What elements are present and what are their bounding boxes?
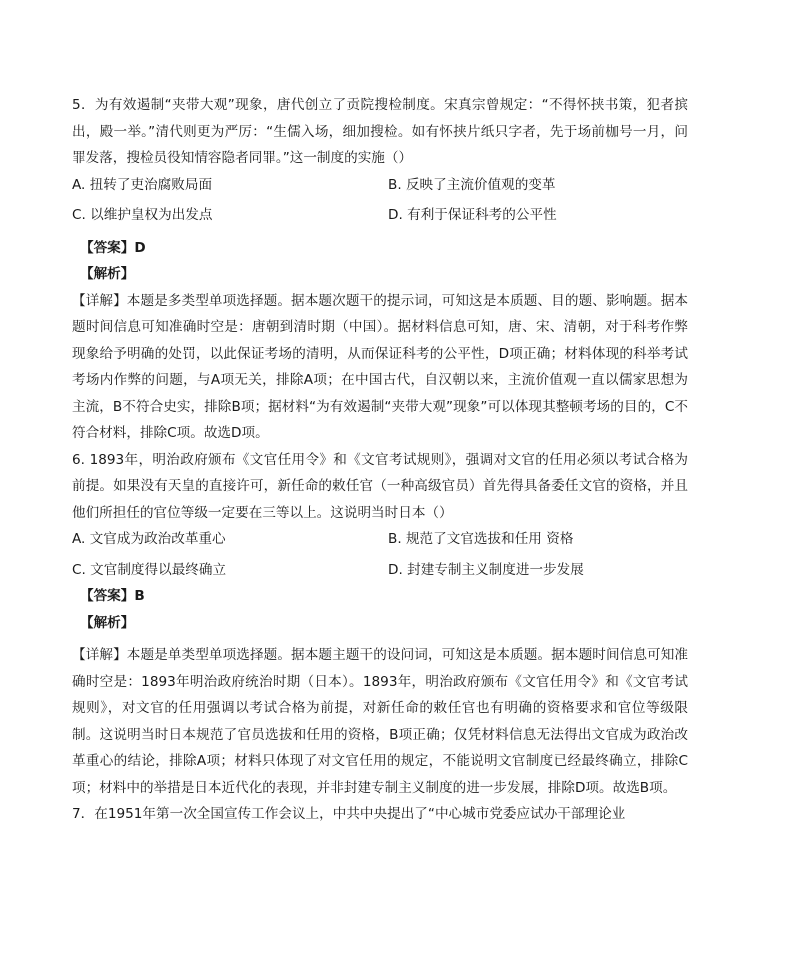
question-6-detail: 【详解】本题是单类型单项选择题。据本题主题干的设问词，可知这是本质题。据本题时间信息可知准确时空是：1893年明治政府统治时期（日本）。1893年，明治政府颁布《文官任用令》和《文官考试规则》，对文官的任用强调以考试合格为前提，对新任命的敕任官也有明确的资格要求和官位等级限制。这说明当时日本规范了官员选拔和任用的资格，B项正确；仅凭材料信息无法得出文官成为政治改革重心的结论，排除A项；材料只体现了对文官任用的规定，不能说明文官制度已经最终确立，排除C项；材料中的举措是日本近代化的表现，并非封建专制主义制度的进一步发展，排除D项。故选B项。 (72, 647, 688, 796)
question-6-analysis-label: 【解析】 (80, 614, 135, 631)
question-6-answer: 【答案】B (80, 588, 145, 604)
question-5-stem: 5．为有效遏制“夹带大观”现象，唐代创立了贡院搜检制度。宋真宗曾规定：“不得怀挟书策，犯者摈出，殿一举。”清代则更为严厉：“生儒入场，细加搜检。如有怀挟片纸只字者，先于场前枷号一月，问罪发落，搜检员役知情容隐者同罪。”这一制度的实施（） (72, 97, 688, 166)
question-5-detail: 【详解】本题是多类型单项选择题。据本题次题干的提示词，可知这是本质题、目的题、影响题。据本题时间信息可知准确时空是：唐朝到清时期（中国）。据材料信息可知，唐、宋、清朝，对于科考作弊现象给予明确的处罚，以此保证考场的清明，从而保证科考的公平性，D项正确；材料体现的科举考试考场内作弊的问题，与A项无关，排除A项；在中国古代，自汉朝以来，主流价值观一直以儒家思想为主流，B不符合史实，排除B项；据材料“为有效遏制“夹带大观”现象”可以体现其整顿考场的目的，C不符合材料，排除C项。故选D项。 (72, 292, 688, 441)
question-5-answer: 【答案】D (80, 239, 146, 256)
question-5-options (72, 172, 688, 229)
question-6-option-b: B. 规范了文官选拔和任用 资格 (388, 531, 574, 547)
question-5-option-a: A. 扭转了吏治腐败局面 (72, 176, 213, 193)
question-5-option-c: C. 以维护皇权为出发点 (72, 207, 213, 223)
question-5-option-d: D. 有利于保证科考的公平性 (388, 207, 557, 223)
question-6-options (72, 526, 688, 583)
question-6-option-a: A. 文官成为政治改革重心 (72, 531, 226, 547)
question-7-stem: 7．在1951年第一次全国宣传工作会议上，中共中央提出了“中心城市党委应试办干部理论业 (72, 806, 626, 822)
question-5-analysis-label: 【解析】 (80, 266, 135, 282)
question-6-option-d: D. 封建专制主义制度进一步发展 (388, 561, 584, 578)
question-6-stem: 6. 1893年，明治政府颁布《文官任用令》和《文官考试规则》，强调对文官的任用必须以考试合格为前提。如果没有天皇的直接许可，新任命的敕任官（一种高级官员）首先得具备委任文官的资格，并且他们所担任的官位等级一定要在三等以上。这说明当时日本（） (72, 451, 688, 521)
question-6-option-c: C. 文官制度得以最终确立 (72, 561, 227, 578)
document-page (72, 92, 688, 828)
question-5-option-b: B. 反映了主流价值观的变革 (388, 176, 556, 193)
